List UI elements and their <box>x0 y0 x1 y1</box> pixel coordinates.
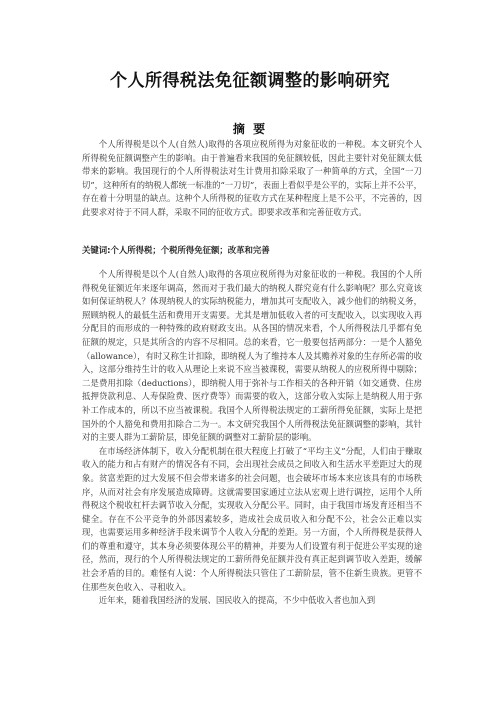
body-paragraph-2: 在市场经济体制下，收入分配机制在很大程度上打破了“平均主义”分配，人们由于赚取收入的能力和占有财产的情况各有不同，会出现社会成员之间收入和生活水平差距过大的现象。贫富差距的过大发展不但会带来诸多的社会问题，也会破坏市场本来应该具有的市场秩序，从而对社会有序发展造成障碍。这就需要国家通过立法从宏观上进行调控，运用个人所得税这个税收杠杆去调节收入分配，实现收入分配公平。同时，由于我国市场发育还相当不健全。存在不公平竞争的外部因素较多，造成社会成员收入和分配不公，社会公正难以实现，也需要运用多种经济手段来调节个人收入分配的差距。另一方面，个人所得税是获得人们的尊重和遵守，其本身必须要体现公平的精神，并要为人们设置有利于促进公平实现的途径，然而，现行的个人所得税法规定的工薪所得免征额并没有真正起到调节收入差距，缓解社会矛盾的目的。难怪有人说：个人所得税法只管住了工薪阶层，管不住新生贵族。更管不住那些灰色收入、寻租收入。 <box>82 445 422 592</box>
body-paragraph-3: 近年来，随着我国经济的发展、国民收入的提高，不少中低收入者也加入到 <box>98 595 376 606</box>
watermark-decoration: ○ <box>240 330 279 381</box>
keywords-line: 关键词:个人所得税；个税所得免征额；改革和完善 <box>82 245 270 255</box>
paper-title: 个人所得税法免征额调整的影响研究 <box>110 71 390 91</box>
abstract-section <box>82 138 422 220</box>
body-section <box>82 268 422 608</box>
abstract-heading: 摘 要 <box>232 122 268 136</box>
abstract-paragraph: 个人所得税是以个人(自然人)取得的各项应税所得为对象征收的一种税。本文研究个人所得税免征额调整产生的影响。由于普遍看来我国的免征额较低，因此主要针对免征额太低带来的影响。我国现行的个人所得税法对生计费用扣除采取了一种简单的方式，全国“一刀切”，这种所有的纳税人都统一标准的“一刀切”，表面上看似乎是公平的，实际上并不公平，存在着十分明显的缺点。这种个人所得税的征收方式在某种程度上是不公平，不完善的，因此要求对待于不同人群，采取不同的征收方式。即要求改革和完善征收方式。 <box>82 139 422 217</box>
body-paragraph-1: 个人所得税是以个人(自然人)取得的各项应税所得为对象征收的一种税。我国的个人所得税免征额近年来逐年调高，然而对于我们最大的纳税人群究竟有什么影响呢？那么究竟该如何保证纳税人？体现纳税人的实际纳税能力，增加其可支配收入，减少他们的纳税义务，照顾纳税人的最低生活和费用开支需要。尤其是增加低收入者的可支配收入，以实现收入再分配目的而形成的一种特殊的政府财政支出。从各国的情况来看，个人所得税法几乎都有免征额的规定，只是其所含的内容不尽相同。总的来看，它一般要包括两部分：一是个人豁免（allowance），有时又称生计扣除，即纳税人为了维持本人及其赡养对象的生存所必需的收入，这部分维持生计的收入从理论上来说不应当被课税，需要从纳税人的应税所得中剔除；二是费用扣除（deductions），即纳税人用于弥补与工作相关的各种开销（如交通费、住房抵押贷款利息、人寿保险费、医疗费等）而需要的收入，这部分收入实际上是纳税人用于弥补工作成本的，所以不应当被课税。我国个人所得税法规定的工薪所得免征额，实际上是把国外的个人豁免和费用扣除合二为一。本文研究我国个人所得税法免征额调整的影响，其针对的主要人群为工薪阶层，即免征额的调整对工薪阶层的影响。 <box>82 269 422 443</box>
